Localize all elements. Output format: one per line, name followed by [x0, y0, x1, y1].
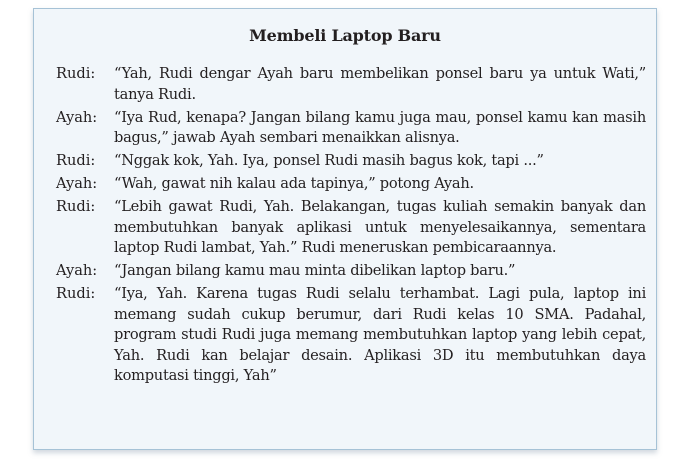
dialog-row [56, 174, 646, 195]
speaker-label: Ayah: [56, 262, 98, 279]
dialog-line: “Lebih gawat Rudi, Yah. Belakangan, tugas kuliah semakin banyak dan membutuhkan banyak aplikasi untuk menyelesaikannya, sementara laptop Rudi lambat, Yah.” Rudi meneruskan pembicaraannya. [114, 198, 646, 256]
dialog-line: “Iya Rud, kenapa? Jangan bilang kamu juga mau, ponsel kamu kan masih bagus,” jawab Ayah sembari menaikkan alisnya. [114, 108, 646, 146]
document-title: Membeli Laptop Baru [249, 26, 441, 45]
dialog-row [56, 197, 646, 259]
speaker-label: Rudi: [56, 198, 96, 215]
speaker-label: Rudi: [56, 65, 96, 82]
speaker-label: Rudi: [56, 152, 96, 169]
dialog-row [56, 284, 646, 387]
dialog-list [56, 64, 646, 389]
speaker-label: Ayah: [56, 108, 98, 126]
speaker-label: Rudi: [56, 285, 96, 302]
dialog-line: “Iya, Yah. Karena tugas Rudi selalu terhambat. Lagi pula, laptop ini memang sudah cukup berumur, dari Rudi kelas 10 SMA. Padahal, program studi Rudi juga memang membutuhkan laptop yang lebih cepat, Yah. Rudi kan belajar desain. Aplikasi 3D itu membutuhkan daya komputasi tinggi, Yah” [114, 285, 646, 384]
dialog-row [56, 151, 646, 172]
dialog-row [56, 64, 646, 105]
dialog-line: “Yah, Rudi dengar Ayah baru membelikan ponsel baru ya untuk Wati,” tanya Rudi. [114, 65, 646, 103]
dialog-line: “Jangan bilang kamu mau minta dibelikan laptop baru.” [114, 262, 516, 279]
dialog-line: “Nggak kok, Yah. Iya, ponsel Rudi masih bagus kok, tapi ...” [114, 152, 544, 169]
dialog-line: “Wah, gawat nih kalau ada tapinya,” potong Ayah. [114, 175, 474, 192]
dialog-row [56, 261, 646, 282]
dialog-box [33, 8, 657, 450]
speaker-label: Ayah: [56, 175, 98, 192]
dialog-row [56, 108, 646, 149]
